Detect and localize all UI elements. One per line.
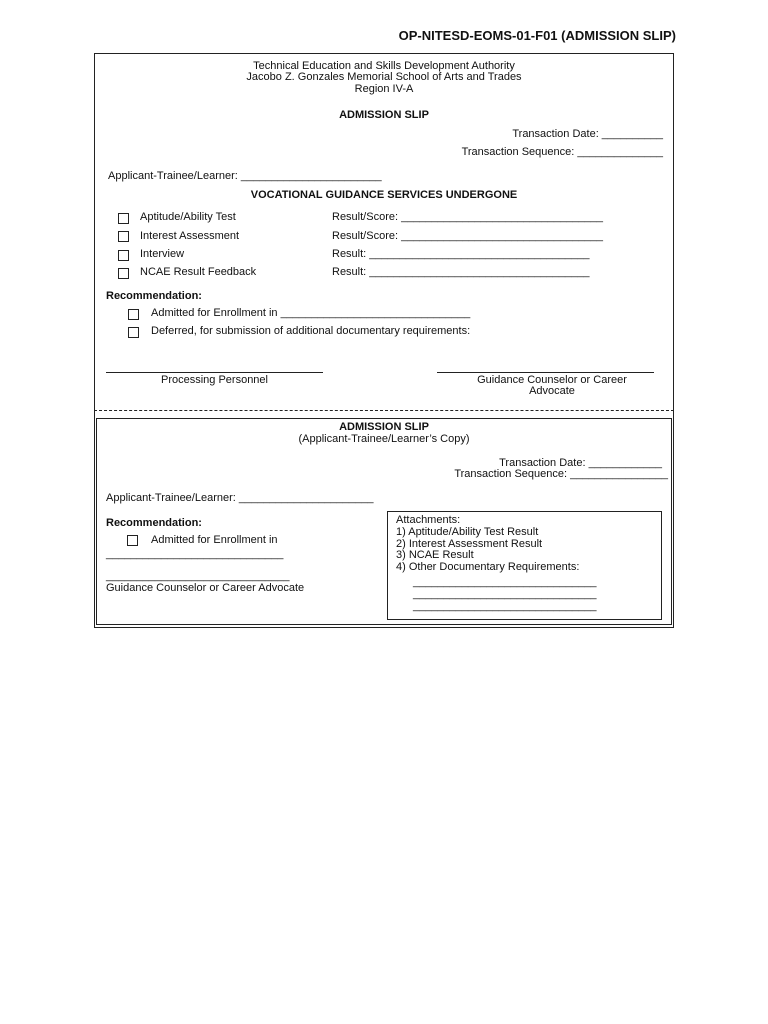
copy-admitted-label: Admitted for Enrollment in bbox=[151, 534, 278, 546]
interest-checkbox[interactable] bbox=[118, 231, 129, 242]
deferred-checkbox[interactable] bbox=[128, 327, 139, 338]
agency-name: Technical Education and Skills Development Authority bbox=[253, 60, 515, 72]
attachment-line[interactable]: ______________________________ bbox=[413, 588, 597, 600]
admitted-field[interactable]: Admitted for Enrollment in _______________________________ bbox=[151, 307, 471, 319]
attachments-label: Attachments: bbox=[396, 514, 461, 526]
processing-personnel-label: Processing Personnel bbox=[160, 374, 268, 386]
recommendation-label: Recommendation: bbox=[106, 290, 202, 302]
region-name: Region IV-A bbox=[354, 83, 414, 95]
counselor-signature-line bbox=[437, 372, 654, 373]
slip-title: ADMISSION SLIP bbox=[339, 109, 429, 121]
copy-title: ADMISSION SLIP bbox=[339, 421, 429, 433]
ncae-label: NCAE Result Feedback bbox=[140, 266, 257, 278]
copy-admitted-checkbox[interactable] bbox=[127, 535, 138, 546]
attachment-item: 1) Aptitude/Ability Test Result bbox=[396, 526, 539, 538]
interest-result-field[interactable]: Result/Score: _________________________________ bbox=[332, 230, 603, 242]
interest-label: Interest Assessment bbox=[140, 230, 240, 242]
transaction-sequence-field[interactable]: Transaction Sequence: ______________ bbox=[461, 146, 663, 158]
interview-checkbox[interactable] bbox=[118, 250, 129, 261]
counselor-label-line2: Advocate bbox=[529, 385, 575, 397]
aptitude-checkbox[interactable] bbox=[118, 213, 129, 224]
interview-result-field[interactable]: Result: ____________________________________ bbox=[332, 248, 590, 260]
interview-label: Interview bbox=[140, 248, 185, 260]
counselor-label-line1: Guidance Counselor or Career bbox=[477, 374, 627, 386]
aptitude-result-field[interactable]: Result/Score: _________________________________ bbox=[332, 211, 603, 223]
vgs-title: VOCATIONAL GUIDANCE SERVICES UNDERGONE bbox=[250, 189, 518, 201]
transaction-date-field[interactable]: Transaction Date: __________ bbox=[512, 128, 663, 140]
copy-admitted-line[interactable]: _____________________________ bbox=[106, 548, 284, 560]
processing-signature-line bbox=[106, 372, 323, 373]
copy-counselor-label: Guidance Counselor or Career Advocate bbox=[106, 582, 305, 594]
copy-recommendation-label: Recommendation: bbox=[106, 517, 202, 529]
copy-transaction-sequence-field[interactable]: Transaction Sequence: ________________ bbox=[454, 468, 668, 480]
ncae-result-field[interactable]: Result: ____________________________________ bbox=[332, 266, 590, 278]
deferred-label: Deferred, for submission of additional documentary requirements: bbox=[151, 325, 471, 337]
attachment-line[interactable]: ______________________________ bbox=[413, 600, 597, 612]
copy-transaction-date-field[interactable]: Transaction Date: ____________ bbox=[499, 457, 662, 469]
copy-subtitle: (Applicant-Trainee/Learner’s Copy) bbox=[298, 433, 470, 445]
applicant-field[interactable]: Applicant-Trainee/Learner: _______________________ bbox=[108, 170, 382, 182]
ncae-checkbox[interactable] bbox=[118, 268, 129, 279]
attachment-item: 2) Interest Assessment Result bbox=[396, 538, 543, 550]
attachment-item: 3) NCAE Result bbox=[396, 549, 474, 561]
aptitude-label: Aptitude/Ability Test bbox=[140, 211, 236, 223]
copy-signature-line: ______________________________ bbox=[106, 570, 290, 582]
school-name: Jacobo Z. Gonzales Memorial School of Arts and Trades bbox=[246, 71, 522, 83]
cut-line bbox=[94, 410, 674, 411]
document-code: OP-NITESD-EOMS-01-F01 (ADMISSION SLIP) bbox=[398, 28, 676, 43]
admitted-checkbox[interactable] bbox=[128, 309, 139, 320]
attachment-line[interactable]: ______________________________ bbox=[413, 576, 597, 588]
copy-applicant-field[interactable]: Applicant-Trainee/Learner: ______________________ bbox=[106, 492, 374, 504]
attachment-item: 4) Other Documentary Requirements: bbox=[396, 561, 580, 573]
